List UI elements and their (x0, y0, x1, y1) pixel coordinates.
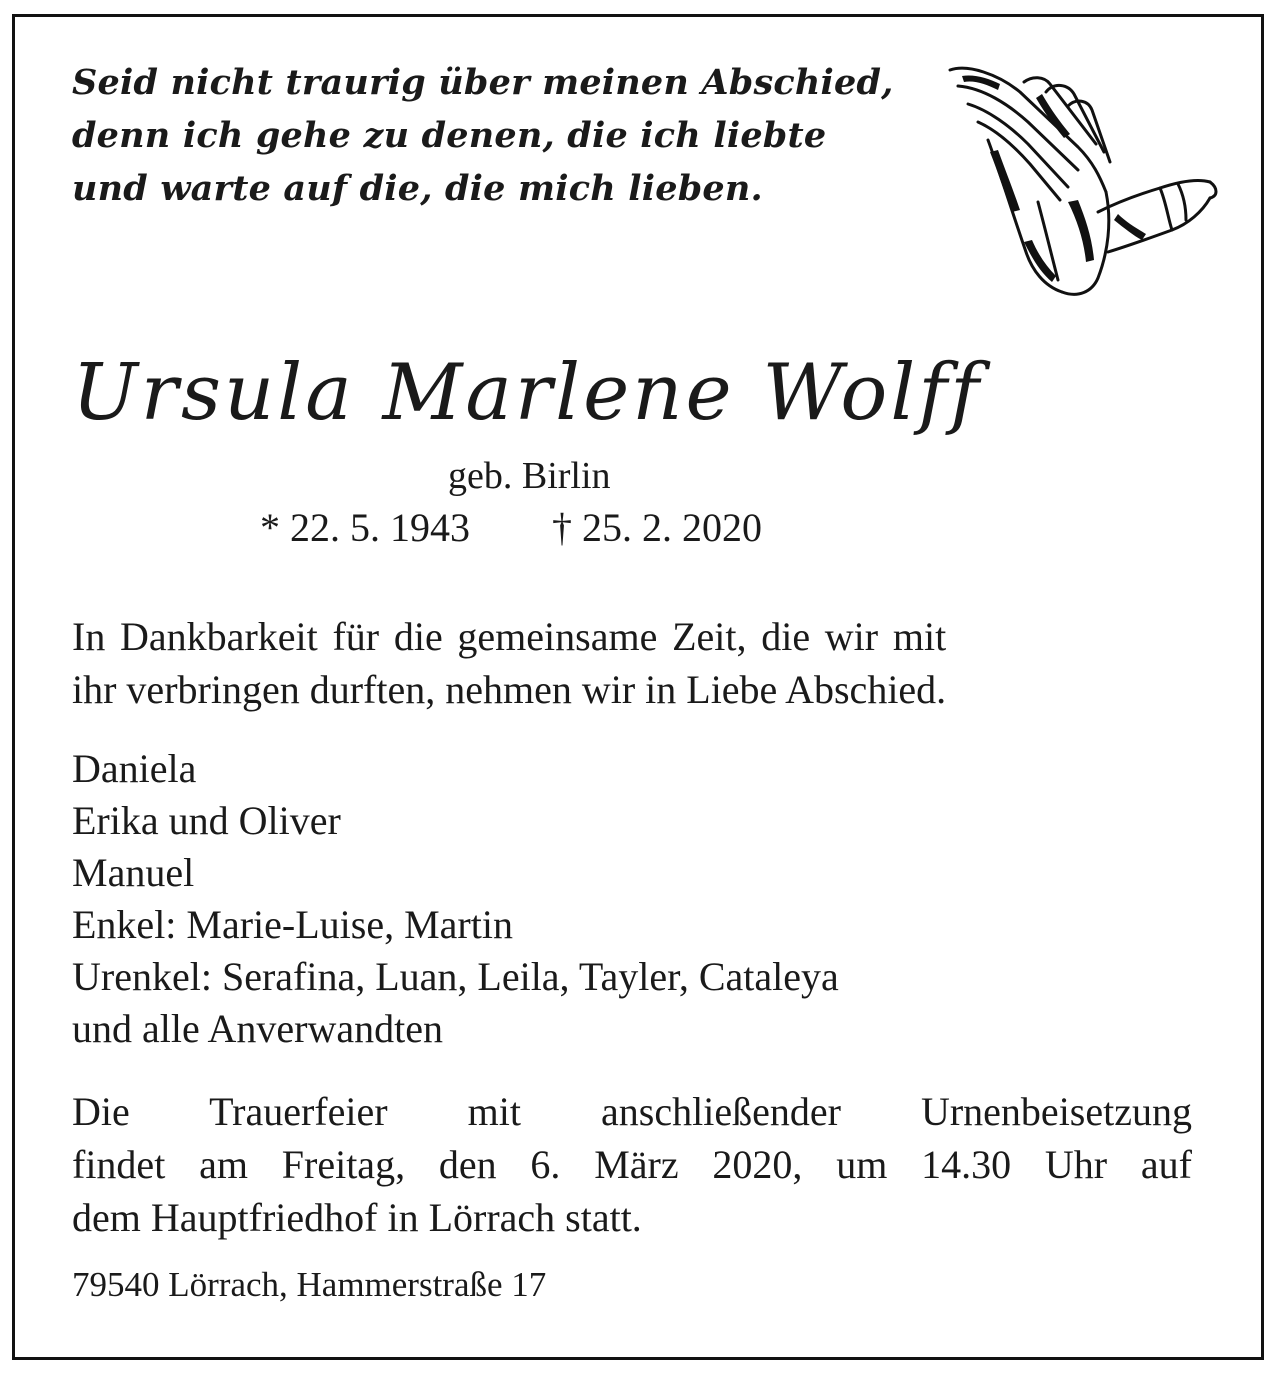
mourner-line: Urenkel: Serafina, Luan, Leila, Tayler, Cataleya (72, 954, 839, 999)
funeral-line: Die Trauerfeier mit anschließender Urnenbeisetzung (72, 1089, 1192, 1134)
mourner-line: Manuel (72, 850, 195, 895)
maiden-name: geb. Birlin (448, 455, 611, 497)
mourner-line: Enkel: Marie-Luise, Martin (72, 902, 513, 947)
motto-line: und warte auf die, die mich lieben. (72, 168, 763, 209)
mourner-line: Daniela (72, 746, 197, 791)
funeral-notice (72, 1085, 1192, 1244)
life-dates (260, 503, 762, 553)
funeral-line: findet am Freitag, den 6. März 2020, um 14.30 Uhr auf (72, 1142, 1192, 1187)
mourner-line: Erika und Oliver (72, 798, 341, 843)
deceased-name: Ursula Marlene Wolff (72, 348, 983, 438)
funeral-line: dem Hauptfriedhof in Lörrach statt. (72, 1195, 642, 1240)
death-date: † 25. 2. 2020 (552, 505, 762, 550)
thanks-line: In Dankbarkeit für die gemeinsame Zeit, die wir mit (72, 614, 947, 659)
mourners-list (72, 743, 839, 1055)
mourner-line: und alle Anverwandten (72, 1006, 443, 1051)
address: 79540 Lörrach, Hammerstraße 17 (72, 1265, 547, 1304)
praying-hands-icon (928, 52, 1218, 302)
motto-verse (72, 56, 952, 215)
motto-line: Seid nicht traurig über meinen Abschied, (72, 62, 894, 103)
thanks-paragraph (72, 610, 946, 716)
motto-line: denn ich gehe zu denen, die ich liebte (72, 115, 827, 156)
birth-date: * 22. 5. 1943 (260, 505, 470, 550)
thanks-line: ihr verbringen durften, nehmen wir in Liebe Abschied. (72, 667, 947, 712)
